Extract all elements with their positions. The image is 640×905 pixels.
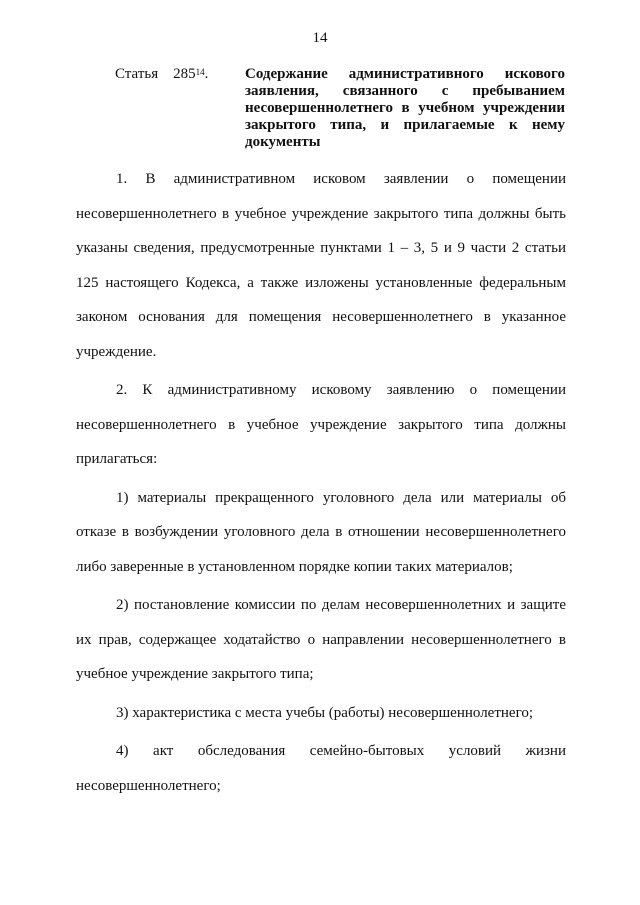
list-item-3: 3) характеристика с места учебы (работы) несовершеннолетнего; (116, 704, 534, 721)
list-item-1: 1) материалы прекращенного уголовного дела или материалы об отказе в возбуждении уголовного дела в отношении несовершеннолетнего либо заверенные в установленном порядке копии таких материалов; (76, 489, 566, 575)
list-item-2: 2) постановление комиссии по делам несовершеннолетних и защите их прав, содержащее ходатайство о направлении несовершеннолетнего в учебное учреждение закрытого типа; (76, 597, 566, 682)
article-number: 285 (173, 66, 196, 82)
article-label-word: Статья (115, 66, 159, 82)
article-heading (115, 66, 565, 151)
article-number-superscript: 14 (195, 67, 205, 77)
paragraph-2: 2. К административному исковому заявлению о помещении несовершеннолетнего в учебное учреждение закрытого типа должны прилагаться: (76, 382, 566, 467)
article-number-suffix: . (204, 66, 209, 82)
paragraph-1: 1. В административном исковом заявлении о помещении несовершеннолетнего в учебное учреждение закрытого типа должны быть указаны сведения, предусмотренные пунктами 1 – 3, 5 и 9 части 2 статьи 125 настоящего Кодекса, а также изложены установленные федеральным законом основания для помещения несовершеннолетнего в указанное учреждение. (76, 171, 566, 360)
list-item-4: 4) акт обследования семейно-бытовых условий жизни несовершеннолетнего; (76, 743, 566, 794)
article-label (115, 66, 245, 151)
article-body (76, 162, 566, 807)
page-number: 14 (312, 30, 328, 46)
article-title: Содержание административного искового заявления, связанного с пребыванием несовершеннолетнего в учебном учреждении закрытого типа, и прилагаемые к нему документы (245, 66, 565, 150)
